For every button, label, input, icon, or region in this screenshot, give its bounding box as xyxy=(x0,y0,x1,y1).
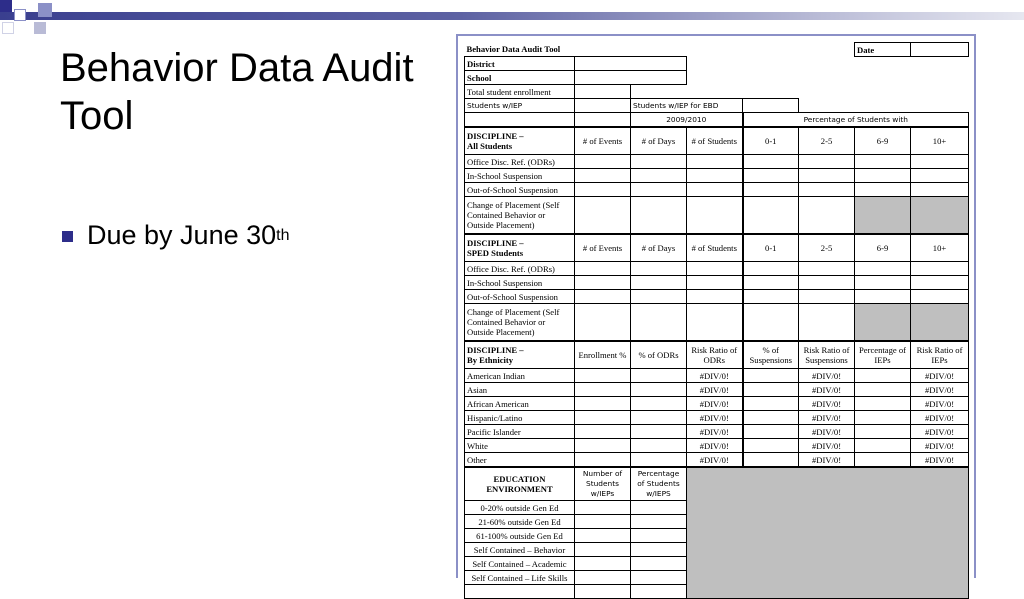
empty-cell xyxy=(911,304,969,342)
education-environment-header: EDUCATION ENVIRONMENT xyxy=(465,467,575,501)
empty-cell xyxy=(575,529,631,543)
empty-cell xyxy=(687,467,969,599)
column-header: # of Students xyxy=(687,234,743,262)
column-header: # of Days xyxy=(631,127,687,155)
div-value: #DIV/0! xyxy=(687,411,743,425)
empty-cell xyxy=(575,169,631,183)
empty-cell xyxy=(743,397,799,411)
column-header: 6-9 xyxy=(855,127,911,155)
column-header: % of Suspensions xyxy=(743,341,799,369)
row-label: 0-20% outside Gen Ed xyxy=(465,501,575,515)
deco-square xyxy=(38,3,52,17)
empty-cell xyxy=(575,543,631,557)
empty-cell xyxy=(465,113,575,128)
empty-cell xyxy=(799,304,855,342)
empty-cell xyxy=(799,197,855,235)
empty-cell xyxy=(631,397,687,411)
empty-cell xyxy=(631,411,687,425)
div-value: #DIV/0! xyxy=(687,439,743,453)
row-label: Out-of-School Suspension xyxy=(465,183,575,197)
empty-cell xyxy=(631,290,687,304)
div-value: #DIV/0! xyxy=(911,425,969,439)
empty-cell xyxy=(743,369,799,383)
empty-cell xyxy=(911,262,969,276)
empty-cell xyxy=(575,501,631,515)
empty-cell xyxy=(575,397,631,411)
row-label: Hispanic/Latino xyxy=(465,411,575,425)
empty-cell xyxy=(855,439,911,453)
bullet-text: Due by June 30 xyxy=(87,220,277,250)
empty-cell xyxy=(575,557,631,571)
empty-cell xyxy=(855,183,911,197)
empty-cell xyxy=(631,529,687,543)
empty-cell xyxy=(855,397,911,411)
column-header: % of ODRs xyxy=(631,341,687,369)
empty-cell xyxy=(743,411,799,425)
empty-cell xyxy=(575,453,631,468)
column-header: Risk Ratio of ODRs xyxy=(687,341,743,369)
empty-cell xyxy=(855,453,911,468)
div-value: #DIV/0! xyxy=(799,411,855,425)
audit-table xyxy=(464,42,969,599)
doc-heading: Behavior Data Audit Tool xyxy=(466,44,561,55)
empty-cell xyxy=(575,439,631,453)
row-label: Pacific Islander xyxy=(465,425,575,439)
column-header: 10+ xyxy=(911,234,969,262)
div-value: #DIV/0! xyxy=(799,425,855,439)
column-header: 0-1 xyxy=(743,127,799,155)
empty-cell xyxy=(575,183,631,197)
row-label: 21-60% outside Gen Ed xyxy=(465,515,575,529)
empty-cell xyxy=(631,543,687,557)
empty-cell xyxy=(743,304,799,342)
empty-cell xyxy=(575,304,631,342)
deco-square xyxy=(56,0,74,12)
empty-cell xyxy=(743,290,799,304)
empty-cell xyxy=(855,262,911,276)
row-label: In-School Suspension xyxy=(465,169,575,183)
empty-cell xyxy=(631,439,687,453)
div-value: #DIV/0! xyxy=(799,397,855,411)
empty-cell xyxy=(631,369,687,383)
empty-cell xyxy=(575,262,631,276)
row-label: African American xyxy=(465,397,575,411)
empty-cell xyxy=(631,197,687,235)
empty-cell xyxy=(575,585,631,599)
div-value: #DIV/0! xyxy=(687,453,743,468)
div-value: #DIV/0! xyxy=(911,383,969,397)
total-enrollment-label: Total student enrollment xyxy=(465,85,575,99)
deco-square xyxy=(26,0,36,10)
empty-cell xyxy=(687,169,743,183)
audit-tool-document xyxy=(456,34,976,583)
empty-cell xyxy=(631,501,687,515)
row-label: Asian xyxy=(465,383,575,397)
empty-cell xyxy=(911,169,969,183)
empty-cell xyxy=(687,304,743,342)
row-label: White xyxy=(465,439,575,453)
empty-cell xyxy=(687,57,969,71)
empty-cell xyxy=(575,113,631,128)
empty-cell xyxy=(631,453,687,468)
row-label: 61-100% outside Gen Ed xyxy=(465,529,575,543)
empty-cell xyxy=(911,197,969,235)
empty-cell xyxy=(799,262,855,276)
div-value: #DIV/0! xyxy=(911,369,969,383)
column-header: Enrollment % xyxy=(575,341,631,369)
empty-cell xyxy=(575,290,631,304)
empty-cell xyxy=(631,515,687,529)
discipline-ethnicity-header: DISCIPLINE – By Ethnicity xyxy=(465,341,575,369)
column-header: 2-5 xyxy=(799,127,855,155)
empty-cell xyxy=(687,262,743,276)
empty-cell xyxy=(575,571,631,585)
empty-cell xyxy=(911,155,969,169)
empty-cell xyxy=(575,57,687,71)
empty-cell xyxy=(743,197,799,235)
square-bullet-icon xyxy=(62,231,73,242)
empty-cell xyxy=(855,304,911,342)
div-value: #DIV/0! xyxy=(799,453,855,468)
empty-cell xyxy=(575,71,687,85)
row-label: Out-of-School Suspension xyxy=(465,290,575,304)
empty-cell xyxy=(855,155,911,169)
slide-title: Behavior Data Audit Tool xyxy=(60,46,414,138)
empty-cell xyxy=(687,183,743,197)
empty-cell xyxy=(631,557,687,571)
empty-cell xyxy=(855,290,911,304)
div-value: #DIV/0! xyxy=(687,369,743,383)
column-header: Percentage of Students w/IEPS xyxy=(631,467,687,501)
empty-cell xyxy=(799,183,855,197)
row-label: Office Disc. Ref. (ODRs) xyxy=(465,155,575,169)
empty-cell xyxy=(575,425,631,439)
div-value: #DIV/0! xyxy=(799,369,855,383)
empty-cell xyxy=(743,169,799,183)
empty-cell xyxy=(631,155,687,169)
column-header: # of Events xyxy=(575,127,631,155)
column-header: Percentage of IEPs xyxy=(855,341,911,369)
students-iep-label: Students w/IEP xyxy=(465,99,575,113)
empty-cell xyxy=(799,99,969,113)
row-label: Change of Placement (Self Contained Behavior or Outside Placement) xyxy=(465,197,575,235)
row-label: In-School Suspension xyxy=(465,276,575,290)
row-label: Office Disc. Ref. (ODRs) xyxy=(465,262,575,276)
row-label: Other xyxy=(465,453,575,468)
empty-cell xyxy=(911,43,969,57)
empty-cell xyxy=(631,585,687,599)
empty-cell xyxy=(575,515,631,529)
empty-cell xyxy=(687,197,743,235)
empty-cell xyxy=(575,99,631,113)
deco-square xyxy=(14,9,26,21)
empty-cell xyxy=(687,71,969,85)
empty-cell xyxy=(631,304,687,342)
students-ebd-label: Students w/IEP for EBD xyxy=(631,99,743,113)
empty-cell xyxy=(855,369,911,383)
empty-cell xyxy=(743,439,799,453)
discipline-all-header: DISCIPLINE – All Students xyxy=(465,127,575,155)
div-value: #DIV/0! xyxy=(687,397,743,411)
column-header: # of Days xyxy=(631,234,687,262)
row-label: Change of Placement (Self Contained Behavior or Outside Placement) xyxy=(465,304,575,342)
empty-cell xyxy=(631,383,687,397)
deco-square xyxy=(2,22,14,34)
empty-cell xyxy=(575,383,631,397)
header-gradient-bar xyxy=(0,12,1024,20)
empty-cell xyxy=(799,169,855,183)
empty-cell xyxy=(855,276,911,290)
div-value: #DIV/0! xyxy=(687,425,743,439)
row-label: Self Contained – Academic xyxy=(465,557,575,571)
date-label: Date xyxy=(855,43,911,57)
empty-cell xyxy=(631,571,687,585)
empty-cell xyxy=(687,155,743,169)
column-header: 6-9 xyxy=(855,234,911,262)
deco-square xyxy=(0,0,12,12)
empty-cell xyxy=(687,276,743,290)
div-value: #DIV/0! xyxy=(911,439,969,453)
pct-with-label: Percentage of Students with xyxy=(743,113,969,128)
empty-cell xyxy=(743,99,799,113)
column-header: # of Events xyxy=(575,234,631,262)
row-label: American Indian xyxy=(465,369,575,383)
column-header: 2-5 xyxy=(799,234,855,262)
empty-cell xyxy=(575,197,631,235)
empty-cell xyxy=(855,425,911,439)
empty-cell xyxy=(575,369,631,383)
empty-cell xyxy=(799,290,855,304)
column-header: 0-1 xyxy=(743,234,799,262)
empty-cell xyxy=(743,262,799,276)
empty-cell xyxy=(743,453,799,468)
empty-cell xyxy=(631,425,687,439)
empty-cell xyxy=(911,290,969,304)
empty-cell xyxy=(799,276,855,290)
empty-cell xyxy=(743,383,799,397)
empty-cell xyxy=(575,155,631,169)
empty-cell xyxy=(575,411,631,425)
empty-cell xyxy=(631,262,687,276)
div-value: #DIV/0! xyxy=(911,453,969,468)
div-value: #DIV/0! xyxy=(687,383,743,397)
empty-cell xyxy=(855,383,911,397)
empty-cell xyxy=(631,169,687,183)
column-header: Number of Students w/IEPs xyxy=(575,467,631,501)
empty-cell xyxy=(911,183,969,197)
empty-cell xyxy=(631,85,969,99)
empty-cell xyxy=(855,197,911,235)
empty-cell xyxy=(687,290,743,304)
school-label: School xyxy=(465,71,575,85)
row-label: Self Contained – Behavior xyxy=(465,543,575,557)
column-header: Risk Ratio of Suspensions xyxy=(799,341,855,369)
empty-cell xyxy=(631,183,687,197)
empty-cell xyxy=(631,276,687,290)
empty-cell xyxy=(465,585,575,599)
empty-cell xyxy=(743,183,799,197)
empty-cell xyxy=(743,425,799,439)
discipline-sped-header: DISCIPLINE – SPED Students xyxy=(465,234,575,262)
empty-cell xyxy=(743,155,799,169)
empty-cell xyxy=(911,276,969,290)
column-header: 10+ xyxy=(911,127,969,155)
district-label: District xyxy=(465,57,575,71)
div-value: #DIV/0! xyxy=(911,397,969,411)
empty-cell xyxy=(799,155,855,169)
empty-cell xyxy=(855,169,911,183)
empty-cell xyxy=(575,276,631,290)
year-label: 2009/2010 xyxy=(631,113,743,128)
div-value: #DIV/0! xyxy=(799,383,855,397)
div-value: #DIV/0! xyxy=(799,439,855,453)
div-value: #DIV/0! xyxy=(911,411,969,425)
empty-cell xyxy=(575,85,631,99)
row-label: Self Contained – Life Skills xyxy=(465,571,575,585)
column-header: # of Students xyxy=(687,127,743,155)
empty-cell xyxy=(855,411,911,425)
deco-square xyxy=(34,22,46,34)
empty-cell xyxy=(743,276,799,290)
column-header: Risk Ratio of IEPs xyxy=(911,341,969,369)
bullet-item: Due by June 30 th xyxy=(62,220,289,251)
